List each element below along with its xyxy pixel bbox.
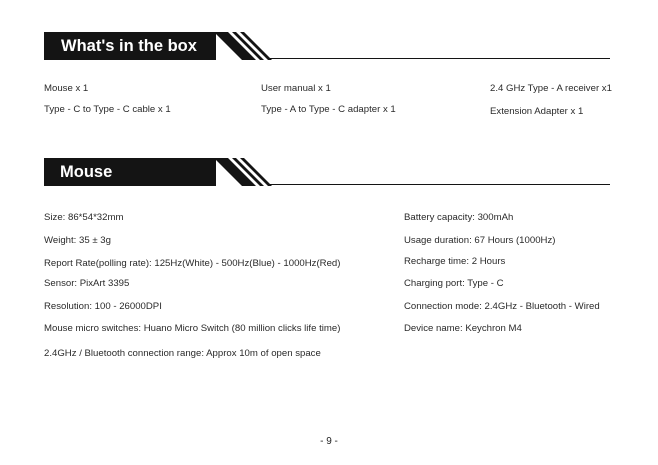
spec-usage-duration: Usage duration: 67 Hours (1000Hz)	[404, 235, 556, 246]
header-stripes-decoration	[214, 158, 274, 186]
section-rule	[270, 58, 610, 59]
spec-connection-mode: Connection mode: 2.4GHz - Bluetooth - Wired	[404, 301, 600, 312]
spec-micro-switches: Mouse micro switches: Huano Micro Switch (80 million clicks life time)	[44, 323, 341, 334]
spec-connection-range: 2.4GHz / Bluetooth connection range: Approx 10m of open space	[44, 348, 321, 359]
section-header-box	[44, 32, 610, 60]
spec-size: Size: 86*54*32mm	[44, 212, 124, 223]
section-title-box: What's in the box	[44, 32, 216, 60]
spec-recharge-time: Recharge time: 2 Hours	[404, 256, 506, 267]
section-rule	[270, 184, 610, 185]
spec-sensor: Sensor: PixArt 3395	[44, 278, 130, 289]
spec-charging-port: Charging port: Type - C	[404, 278, 504, 289]
box-item-manual: User manual x 1	[261, 83, 331, 94]
page-number: - 9 -	[320, 436, 338, 447]
spec-resolution: Resolution: 100 - 26000DPI	[44, 301, 162, 312]
box-item-extension: Extension Adapter x 1	[490, 106, 584, 117]
box-item-mouse: Mouse x 1	[44, 83, 89, 94]
spec-weight: Weight: 35 ± 3g	[44, 235, 111, 246]
box-item-receiver: 2.4 GHz Type - A receiver x1	[490, 83, 612, 94]
spec-device-name: Device name: Keychron M4	[404, 323, 522, 334]
box-item-cable: Type - C to Type - C cable x 1	[44, 104, 171, 115]
section-header-spec	[44, 158, 610, 209]
header-stripes-decoration	[214, 32, 274, 60]
spec-report-rate: Report Rate(polling rate): 125Hz(White) - 500Hz(Blue) - 1000Hz(Red)	[44, 258, 341, 269]
section-title-spec: Mouse specification	[44, 158, 216, 186]
box-item-adapter: Type - A to Type - C adapter x 1	[261, 104, 396, 115]
spec-battery: Battery capacity: 300mAh	[404, 212, 514, 223]
